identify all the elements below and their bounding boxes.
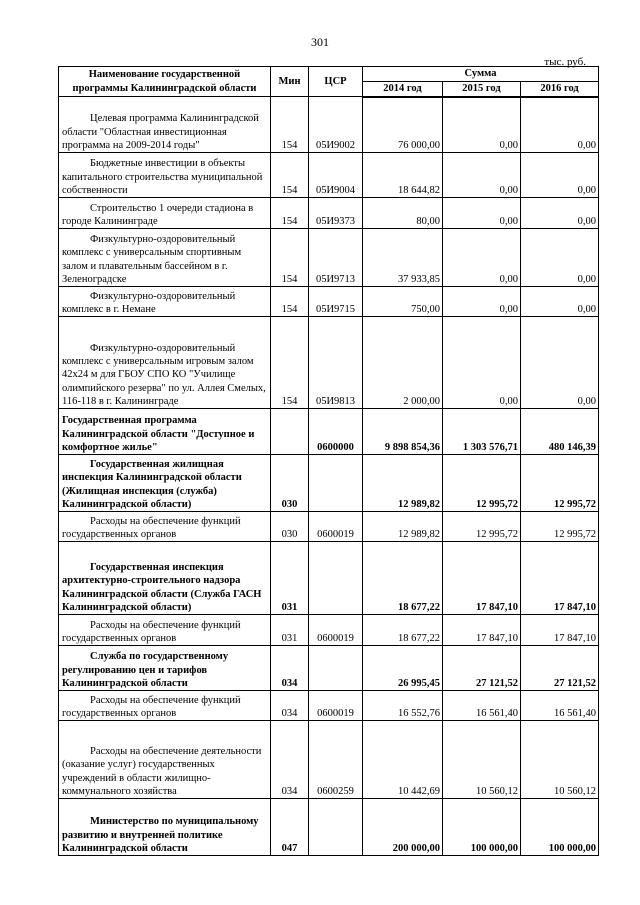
row-name: Физкультурно-оздоровительный комплекс с универсальным игровым залом 42х24 м для ГБОУ СПО КО "Училище олимпийского резерва" по ул. Аллея Смелых, 116-118 в г. Калининграде	[59, 317, 271, 409]
row-2015: 27 121,52	[443, 646, 521, 691]
row-min: 154	[271, 229, 309, 287]
header-sum: Сумма	[363, 67, 599, 82]
row-min: 030	[271, 512, 309, 542]
row-2016: 12 995,72	[521, 455, 599, 512]
row-csr: 05И9713	[309, 229, 363, 287]
row-min: 154	[271, 287, 309, 317]
row-2016: 0,00	[521, 317, 599, 409]
row-2015: 0,00	[443, 198, 521, 229]
row-2015: 12 995,72	[443, 455, 521, 512]
table-row	[59, 153, 599, 198]
table-row	[59, 455, 599, 512]
table-row	[59, 317, 599, 409]
row-csr	[309, 799, 363, 856]
row-name: Служба по государственному регулированию цен и тарифов Калининградской области	[59, 646, 271, 691]
row-min: 030	[271, 455, 309, 512]
row-2016: 27 121,52	[521, 646, 599, 691]
row-min: 154	[271, 153, 309, 198]
row-min: 154	[271, 317, 309, 409]
row-2016: 480 146,39	[521, 409, 599, 455]
row-name: Государственная инспекция архитектурно-строительного надзора Калининградской области (Служба ГАСН Калининградской области)	[59, 542, 271, 615]
row-min: 154	[271, 97, 309, 153]
table-row	[59, 542, 599, 615]
row-name: Физкультурно-оздоровительный комплекс с универсальным спортивным залом и плавательным бассейном в г. Зеленоградске	[59, 229, 271, 287]
table-row	[59, 512, 599, 542]
row-csr: 05И9004	[309, 153, 363, 198]
row-csr: 05И9002	[309, 97, 363, 153]
row-2015: 0,00	[443, 97, 521, 153]
row-min: 031	[271, 542, 309, 615]
row-csr: 0600019	[309, 691, 363, 721]
budget-table	[58, 66, 599, 856]
table-row	[59, 287, 599, 317]
row-2015: 0,00	[443, 229, 521, 287]
row-2015: 16 561,40	[443, 691, 521, 721]
row-name: Государственная жилищная инспекция Калининградской области (Жилищная инспекция (служба) Калининградской области)	[59, 455, 271, 512]
row-2016: 17 847,10	[521, 542, 599, 615]
row-2015: 17 847,10	[443, 615, 521, 646]
row-min: 154	[271, 198, 309, 229]
row-name: Строительство 1 очереди стадиона в городе Калининграде	[59, 198, 271, 229]
table-row	[59, 615, 599, 646]
row-2014: 80,00	[363, 198, 443, 229]
table-row	[59, 721, 599, 799]
row-2015: 100 000,00	[443, 799, 521, 856]
row-csr: 0600259	[309, 721, 363, 799]
row-2014: 26 995,45	[363, 646, 443, 691]
row-min: 034	[271, 646, 309, 691]
row-name: Расходы на обеспечение деятельности (оказание услуг) государственных учреждений в области жилищно-коммунального хозяйства	[59, 721, 271, 799]
row-csr	[309, 646, 363, 691]
header-min: Мин	[271, 67, 309, 97]
row-csr: 0600000	[309, 409, 363, 455]
row-2014: 750,00	[363, 287, 443, 317]
table-row	[59, 198, 599, 229]
row-csr: 0600019	[309, 615, 363, 646]
row-2014: 200 000,00	[363, 799, 443, 856]
table-row	[59, 799, 599, 856]
header-csr: ЦСР	[309, 67, 363, 97]
row-name: Расходы на обеспечение функций государственных органов	[59, 512, 271, 542]
row-name: Государственная программа Калининградской области "Доступное и комфортное жилье"	[59, 409, 271, 455]
row-2015: 17 847,10	[443, 542, 521, 615]
row-2014: 2 000,00	[363, 317, 443, 409]
row-2014: 18 677,22	[363, 542, 443, 615]
row-csr	[309, 542, 363, 615]
row-2014: 18 644,82	[363, 153, 443, 198]
table-row	[59, 691, 599, 721]
row-2015: 0,00	[443, 317, 521, 409]
row-csr: 0600019	[309, 512, 363, 542]
row-2016: 0,00	[521, 287, 599, 317]
row-name: Целевая программа Калининградской области "Областная инвестиционная программа на 2009-2014 годы"	[59, 97, 271, 153]
page-number: 301	[311, 35, 329, 49]
row-min: 034	[271, 691, 309, 721]
row-csr: 05И9373	[309, 198, 363, 229]
row-min: 034	[271, 721, 309, 799]
row-name: Министерство по муниципальному развитию и внутренней политике Калининградской области	[59, 799, 271, 856]
row-2016: 0,00	[521, 229, 599, 287]
row-2014: 12 989,82	[363, 512, 443, 542]
row-name: Физкультурно-оздоровительный комплекс в г. Немане	[59, 287, 271, 317]
row-2015: 1 303 576,71	[443, 409, 521, 455]
table-row	[59, 97, 599, 153]
row-min: 031	[271, 615, 309, 646]
row-2014: 37 933,85	[363, 229, 443, 287]
row-2015: 0,00	[443, 287, 521, 317]
row-2015: 12 995,72	[443, 512, 521, 542]
units-label: тыс. руб.	[544, 56, 586, 68]
row-2015: 10 560,12	[443, 721, 521, 799]
row-2016: 0,00	[521, 153, 599, 198]
row-2014: 9 898 854,36	[363, 409, 443, 455]
table-row	[59, 409, 599, 455]
row-2014: 12 989,82	[363, 455, 443, 512]
row-csr: 05И9715	[309, 287, 363, 317]
row-2014: 16 552,76	[363, 691, 443, 721]
row-2016: 12 995,72	[521, 512, 599, 542]
row-2014: 10 442,69	[363, 721, 443, 799]
row-csr	[309, 455, 363, 512]
row-2016: 16 561,40	[521, 691, 599, 721]
row-name: Расходы на обеспечение функций государственных органов	[59, 691, 271, 721]
row-2016: 17 847,10	[521, 615, 599, 646]
header-name: Наименование государственной программы Калининградской области	[59, 67, 271, 97]
row-2016: 10 560,12	[521, 721, 599, 799]
row-min	[271, 409, 309, 455]
header-2016: 2016 год	[521, 82, 599, 97]
table-row	[59, 646, 599, 691]
row-2014: 18 677,22	[363, 615, 443, 646]
row-min: 047	[271, 799, 309, 856]
row-2015: 0,00	[443, 153, 521, 198]
header-2014: 2014 год	[363, 82, 443, 97]
table-row	[59, 229, 599, 287]
row-csr: 05И9813	[309, 317, 363, 409]
row-2014: 76 000,00	[363, 97, 443, 153]
header-2015: 2015 год	[443, 82, 521, 97]
row-2016: 0,00	[521, 97, 599, 153]
row-2016: 100 000,00	[521, 799, 599, 856]
row-name: Бюджетные инвестиции в объекты капитального строительства муниципальной собственности	[59, 153, 271, 198]
row-2016: 0,00	[521, 198, 599, 229]
row-name: Расходы на обеспечение функций государственных органов	[59, 615, 271, 646]
